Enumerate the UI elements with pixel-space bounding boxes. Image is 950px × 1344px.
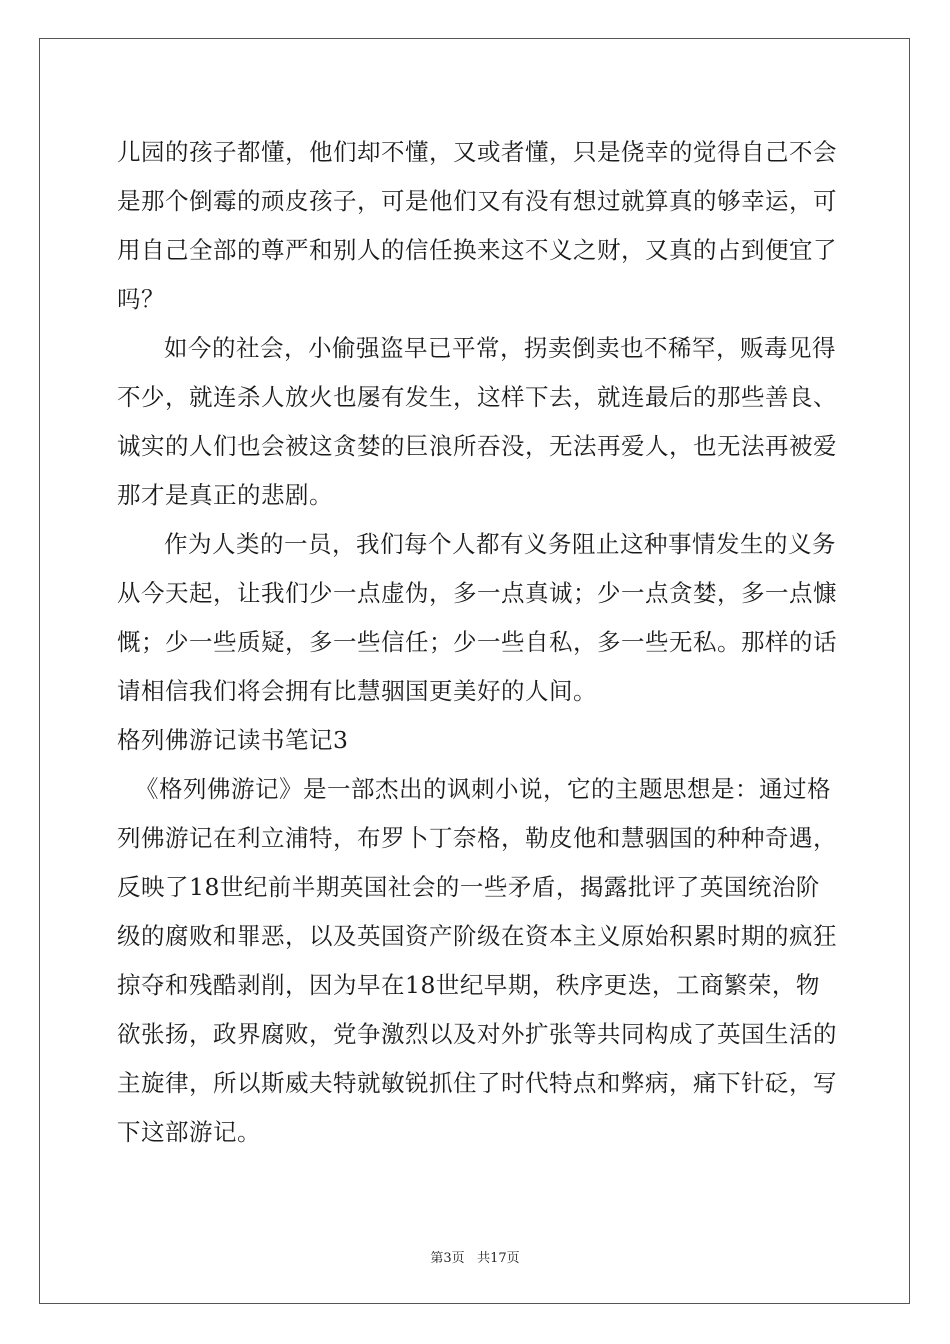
text-line: 儿园的孩子都懂，他们却不懂，又或者懂，只是侥幸的觉得自己不会: [117, 138, 837, 166]
text-line: 从今天起，让我们少一点虚伪，多一点真诚；少一点贪婪，多一点慷: [117, 579, 837, 607]
text-line: 主旋律，所以斯威夫特就敏锐抓住了时代特点和弊病，痛下针砭，写: [117, 1069, 837, 1097]
page-footer: [0, 1247, 950, 1266]
text-line: 欲张扬，政界腐败，党争激烈以及对外扩张等共同构成了英国生活的: [117, 1020, 837, 1048]
text-line: 是那个倒霉的顽皮孩子，可是他们又有没有想过就算真的够幸运，可: [117, 187, 837, 215]
text-line: 慨；少一些质疑，多一些信任；少一些自私，多一些无私。那样的话: [117, 628, 837, 656]
text-line: 掠夺和残酷剥削，因为早在18世纪早期，秩序更迭，工商繁荣，物: [117, 971, 820, 999]
text-line: 不少，就连杀人放火也屡有发生，这样下去，就连最后的那些善良、: [117, 383, 837, 411]
text-line: 下这部游记。: [117, 1118, 261, 1146]
text-line: 吗？: [117, 285, 165, 313]
page-number: 第3页: [430, 1251, 465, 1266]
text-line: 反映了18世纪前半期英国社会的一些矛盾，揭露批评了英国统治阶: [117, 873, 820, 901]
text-line: 列佛游记在利立浦特，布罗卜丁奈格，勒皮他和慧骃国的种种奇遇，: [117, 824, 837, 852]
document-body: [117, 128, 837, 1157]
section-heading: 格列佛游记读书笔记3: [117, 726, 349, 754]
text-line: 作为人类的一员，我们每个人都有义务阻止这种事情发生的义务: [164, 530, 836, 558]
text-line: 《格列佛游记》是一部杰出的讽刺小说，它的主题思想是：通过格: [135, 775, 831, 803]
page-total: 共17页: [477, 1251, 520, 1266]
text-line: 那才是真正的悲剧。: [117, 481, 333, 509]
text-line: 级的腐败和罪恶，以及英国资产阶级在资本主义原始积累时期的疯狂: [117, 922, 837, 950]
text-line: 如今的社会，小偷强盗早已平常，拐卖倒卖也不稀罕，贩毒见得: [164, 334, 836, 362]
text-line: 请相信我们将会拥有比慧骃国更美好的人间。: [117, 677, 597, 705]
text-line: 诚实的人们也会被这贪婪的巨浪所吞没，无法再爱人，也无法再被爱: [117, 432, 837, 460]
text-line: 用自己全部的尊严和别人的信任换来这不义之财，又真的占到便宜了: [117, 236, 837, 264]
